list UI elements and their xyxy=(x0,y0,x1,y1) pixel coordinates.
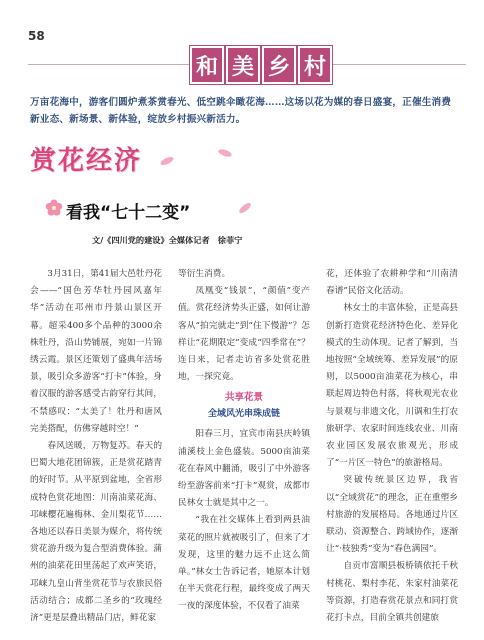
subhead-keyword: 共享花景 xyxy=(224,392,263,404)
paragraph: 自贡市富顺县板桥镇依托千秋村桃花、梨村李花、朱家村油菜花等资源，打造春赏花景点和同打赏花打卡点，目前全镇共创建旅 xyxy=(326,561,458,624)
text-column-1 xyxy=(30,266,162,627)
banner-char: 美 xyxy=(226,46,260,84)
banner-char: 和 xyxy=(190,46,224,84)
petal-decoration xyxy=(159,155,174,166)
subhead-title: 全域风光串珠成链 xyxy=(207,409,280,420)
section-title: 赏花经济 xyxy=(30,146,143,176)
page-number: 58 xyxy=(28,29,45,43)
flower-icon xyxy=(45,199,63,217)
article-headline: 看我“七十二变” xyxy=(66,203,191,223)
paragraph: 林女士的丰富体验，正是高县创新打造赏花经济特色化、差异化模式的生动体现。记者了解到，当地按照“全域统筹、差异发展”的原则，以5000亩油菜花为核心，串联起周边特色村落，将秋观光农业与景观与非遗文化，川调和生打农旅研学、农家时间连线农业、川南农业园区发展农旅观光，形成了“一片区一特色”的旅游格局。 xyxy=(326,303,458,469)
paragraph: 春风送暖，万物复苏。春天的巴蜀大地花团锦簇，正是赏花踏青的好时节。从平原到盆地，全省形成特色赏花地图：川南油菜花海、邛崃樱花遍梅林、金川梨花节……各地还以春日美景为媒介，将传统赏花游升级为复合型消费体验。蒲州的油菜花田里荡起了欢声笑语，邛崃九皇山背坐赏花节与农旅民俗活动结合；成都二圣乡的“玫瑰经济”更是层叠出精品门店，鲜花家 xyxy=(30,441,162,624)
paragraph: “我在社交媒体上看到两县油菜花的照片就被吸引了，但来了才发现，这里的魅力远不止这么简单。”林女士告诉记者，她原本计划在半天赏花行程，最终变成了两天一夜的深度体验，不仅看了油菜 xyxy=(178,515,310,612)
banner-char: 村 xyxy=(298,46,332,84)
paragraph: 等衍生消费。 xyxy=(178,269,231,279)
paragraph: 阳春三月，宜宾市南县庆岭镇浦溪枝上金色盛装。5000亩油菜花在春风中翻涌，吸引了中外游客纷至游客前来“打卡”观赏，成都市民林女士就是其中之一。 xyxy=(178,429,310,509)
column-banner xyxy=(190,46,332,82)
text-column-2 xyxy=(178,266,310,616)
paragraph: 突破传统景区边界，我省以“全域赏花”的理念，正在重塑乡村旅游的发展格局。各地通过片区联动、资源整合、跨域协作，逐渐让“·枝独秀”变为“春色满园”。 xyxy=(326,475,458,555)
petal-decoration xyxy=(217,148,232,158)
petal-decoration xyxy=(238,201,253,215)
paragraph: 凤凰变“钱景”，“颜值”变产值。赏花经济势头正盛，如何让游客从“拍完就走”到“住下慢游”？怎样让“花期限定”变成“四季常在”？连日来，记者走访省多处赏花胜地，一探究竟。 xyxy=(178,286,310,383)
text-column-3 xyxy=(326,266,458,627)
lead-paragraph: 万亩花海中，游客们圆炉煮茶赏春光、低空跳伞瞰花海……这场以花为媒的春日盛宴，正催生消费新业态、新场景、新体验，绽放乡村振兴新活力。 xyxy=(30,97,452,125)
byline: 文/《四川党的建设》全媒体记者 徐菲宁 xyxy=(92,235,243,245)
paragraph: 3月31日，第41届大邑牡丹花会——“国色芳华牡丹园风嘉年华”活动在邛州市丹景山景区开幕。超采400多个品种的3000余株牡丹，沿山势铺展，宛如一片锦绣云霞。景区还策划了盛典年活场景，吸引众多游客“打卡”体验，身着汉服的游客感受古韵穿行其间，不禁感叹：“太美了！牡丹和唐风完美搭配，仿佛穿越时空！” xyxy=(30,269,162,434)
subhead xyxy=(178,390,310,422)
banner-char: 乡 xyxy=(262,46,296,84)
paragraph: 花，还体验了农耕种学和“川南清春谱”民俗文化活动。 xyxy=(326,269,458,297)
